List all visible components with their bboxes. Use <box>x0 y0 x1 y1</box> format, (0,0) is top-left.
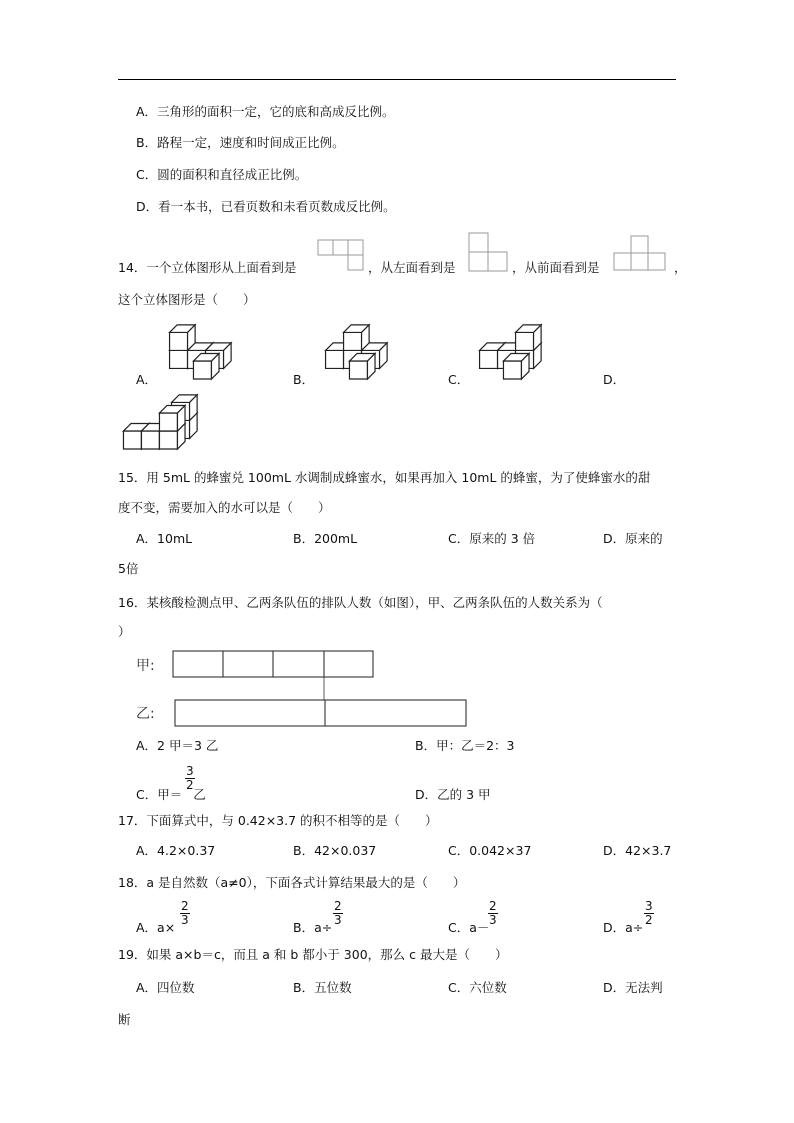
option-d-cubes-figure <box>120 404 200 454</box>
cube <box>159 405 185 431</box>
q16-option-d[interactable]: D．乙的 3 甲 <box>415 787 491 802</box>
q14-stem-2: ，从左面看到是 <box>368 260 456 275</box>
cube <box>344 325 370 351</box>
yi-bar <box>175 700 466 726</box>
option-b-cubes-figure <box>316 326 396 386</box>
q18-option-a[interactable]: A．a× <box>136 920 176 935</box>
q18-option-b[interactable]: B．a÷ <box>293 920 333 935</box>
q13-option-d: D．看一本书，已看页数和未看页数成反比例。 <box>136 199 396 214</box>
cube <box>193 353 219 379</box>
q16-option-c-suffix: 乙 <box>193 787 206 802</box>
q14-option-b[interactable]: B． <box>293 372 315 387</box>
q15-option-a[interactable]: A．10mL <box>136 531 193 546</box>
q15-option-d-wrap: 5倍 <box>118 561 139 576</box>
q19-option-c[interactable]: C．六位数 <box>448 980 507 995</box>
q13-option-b: B．路程一定，速度和时间成正比例。 <box>136 135 345 150</box>
numerator: 2 <box>489 899 497 913</box>
cube <box>349 353 375 379</box>
q18-option-b-fraction <box>333 900 343 927</box>
queue-bar-diagram <box>170 648 470 732</box>
q19-option-b[interactable]: B．五位数 <box>293 980 352 995</box>
denominator: 3 <box>181 913 189 927</box>
denominator: 2 <box>186 778 194 792</box>
q17-stem: 17．下面算式中，与 0.42×3.7 的积不相等的是（ ） <box>118 813 438 828</box>
q15-stem-2: 度不变，需要加入的水可以是（ ） <box>118 500 331 515</box>
q14-stem-3: ，从前面看到是 <box>512 260 600 275</box>
q14-option-d[interactable]: D． <box>603 372 626 387</box>
q15-option-d[interactable]: D．原来的 <box>603 531 663 546</box>
q19-stem: 19．如果 a×b＝c，而且 a 和 b 都小于 300，那么 c 最大是（ ） <box>118 947 508 962</box>
numerator: 2 <box>334 899 342 913</box>
q14-stem-line2: 这个立体图形是（ ） <box>118 292 256 307</box>
q15-option-b[interactable]: B．200mL <box>293 531 358 546</box>
q14-stem-1: 14．一个立体图形从上面看到是 <box>118 260 297 275</box>
q15-stem-1: 15．用 5mL 的蜂蜜兑 100mL 水调制成蜂蜜水，如果再加入 10mL 的蜂蜜，为了使蜂蜜水的甜 <box>118 470 651 485</box>
numerator: 3 <box>186 764 194 778</box>
q18-option-c-fraction <box>488 900 498 927</box>
q17-option-c[interactable]: C．0.042×37 <box>448 843 532 858</box>
q18-option-a-fraction <box>180 900 190 927</box>
q19-option-a[interactable]: A．四位数 <box>136 980 195 995</box>
numerator: 2 <box>181 899 189 913</box>
q18-option-d-fraction <box>644 900 654 927</box>
cube <box>516 325 542 351</box>
q13-option-a: A．三角形的面积一定，它的底和高成反比例。 <box>136 104 395 119</box>
q16-option-b[interactable]: B．甲：乙＝2：3 <box>415 738 515 753</box>
cube <box>170 325 196 351</box>
front-view-figure <box>612 234 672 274</box>
option-a-cubes-figure <box>160 326 240 386</box>
q16-option-c[interactable] <box>136 787 206 803</box>
q16-option-c-prefix: C．甲＝ <box>136 787 183 802</box>
q18-option-d[interactable]: D．a÷ <box>603 920 644 935</box>
q19-option-d[interactable]: D．无法判 <box>603 980 663 995</box>
q14-stem-4: ， <box>674 260 687 275</box>
top-view-figure <box>318 238 368 274</box>
denominator: 3 <box>334 913 342 927</box>
q17-option-b[interactable]: B．42×0.037 <box>293 843 377 858</box>
q16-option-c-fraction <box>185 765 195 792</box>
q16-option-a[interactable]: A．2 甲＝3 乙 <box>136 738 219 753</box>
q17-option-d[interactable]: D．42×3.7 <box>603 843 672 858</box>
cube <box>503 353 529 379</box>
q13-option-c: C．圆的面积和直径成正比例。 <box>136 167 308 182</box>
denominator: 2 <box>645 913 653 927</box>
header-rule <box>118 79 676 80</box>
option-c-cubes-figure <box>470 326 550 386</box>
left-view-figure <box>467 230 513 276</box>
q17-option-a[interactable]: A．4.2×0.37 <box>136 843 216 858</box>
numerator: 3 <box>645 899 653 913</box>
denominator: 3 <box>489 913 497 927</box>
bar-label-jia: 甲: <box>136 658 155 674</box>
q18-stem: 18．a 是自然数（a≠0），下面各式计算结果最大的是（ ） <box>118 875 466 890</box>
q19-option-d-wrap: 断 <box>118 1012 131 1027</box>
q14-option-c[interactable]: C． <box>448 372 470 387</box>
q14-option-a[interactable]: A． <box>136 372 158 387</box>
q18-option-c[interactable]: C．a－ <box>448 920 490 935</box>
bar-label-yi: 乙: <box>136 706 155 722</box>
q16-stem-1: 16．某核酸检测点甲、乙两条队伍的排队人数（如图），甲、乙两条队伍的人数关系为（ <box>118 595 603 610</box>
q16-stem-2: ） <box>118 624 131 639</box>
q15-option-c[interactable]: C．原来的 3 倍 <box>448 531 536 546</box>
